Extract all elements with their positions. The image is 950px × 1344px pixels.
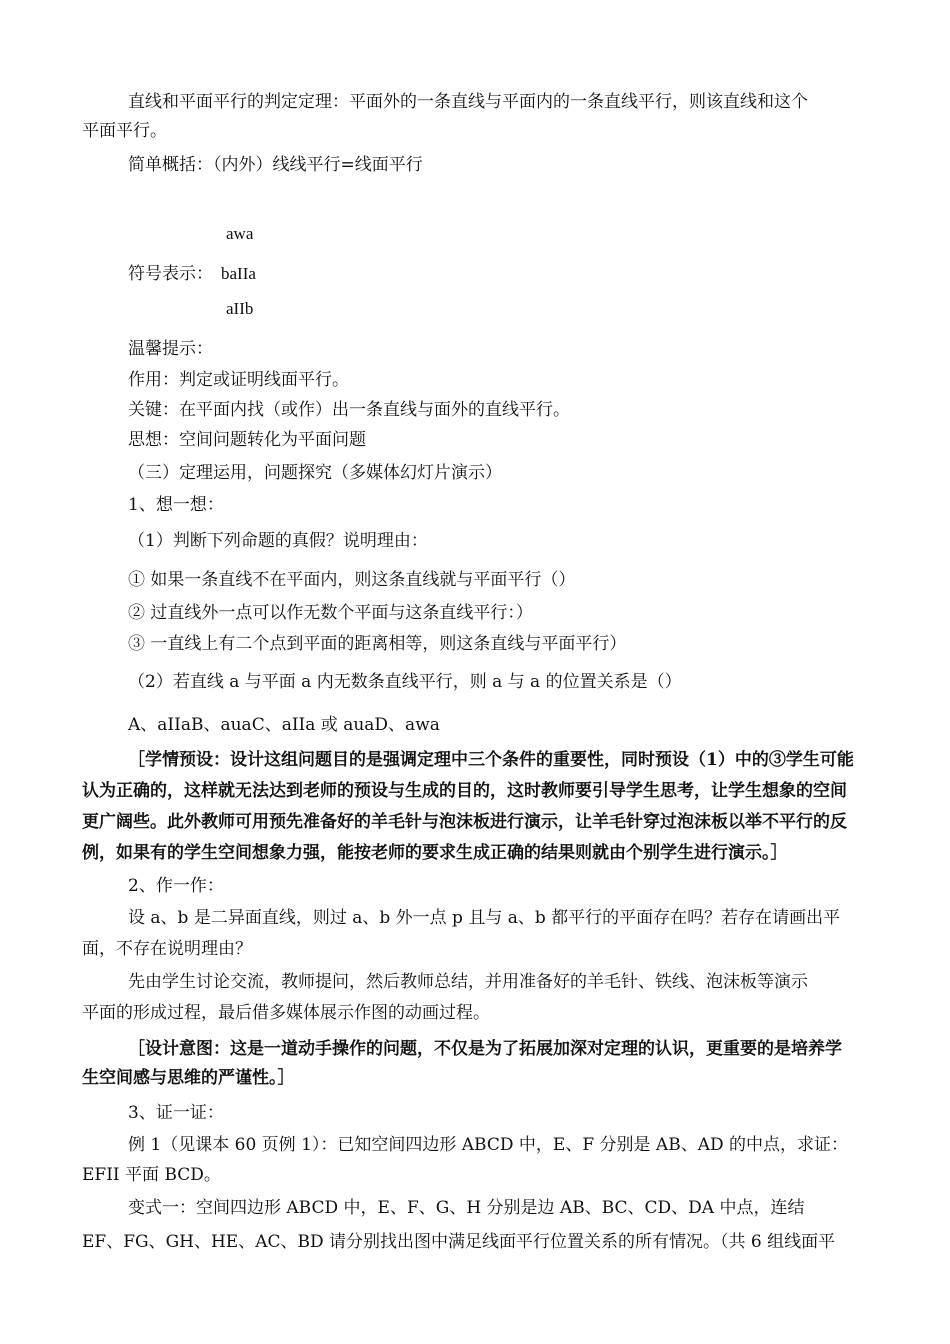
tips-idea: 思想：空间问题转化为平面问题 <box>128 430 366 450</box>
preset-line-2: 认为正确的，这样就无法达到老师的预设与生成的目的，这时教师要引导学生思考，让学生想象的空间 <box>82 781 847 801</box>
think-title: 1、想一想： <box>128 495 224 515</box>
make-title: 2、作一作： <box>128 876 224 896</box>
tips-use: 作用：判定或证明线面平行。 <box>128 370 349 390</box>
tips-title: 温馨提示： <box>128 339 213 359</box>
make-paragraph-2-line-2: 平面的形成过程，最后借多媒体展示作图的动画过程。 <box>82 1003 490 1023</box>
prove-title: 3、证一证： <box>128 1103 224 1123</box>
preset-line-1: ［学情预设：设计这组问题目的是强调定理中三个条件的重要性，同时预设（1）中的③学生可能 <box>128 750 854 770</box>
variant-1-line-2: EF、FG、GH、HE、AC、BD 请分别找出图中满足线面平行位置关系的所有情况。（共 6 组线面平 <box>82 1232 836 1252</box>
think-item-3: ③ 一直线上有二个点到平面的距离相等，则这条直线与平面平行） <box>128 634 627 654</box>
symbol-row-1: awa <box>226 224 254 243</box>
make-paragraph-1-line-2: 面，不存在说明理由？ <box>82 939 252 959</box>
think-question-1: （1）判断下列命题的真假？说明理由： <box>128 531 428 551</box>
make-paragraph-2-line-1: 先由学生讨论交流，教师提问，然后教师总结，并用准备好的羊毛针、铁线、泡沫板等演示 <box>128 972 808 992</box>
think-item-2: ② 过直线外一点可以作无数个平面与这条直线平行：） <box>128 603 533 623</box>
symbol-row-3: aIIb <box>226 299 254 318</box>
symbol-row-2: baIIa <box>221 264 256 283</box>
think-question-2: （2）若直线 a 与平面 a 内无数条直线平行，则 a 与 a 的位置关系是（） <box>128 672 682 692</box>
symbol-label: 符号表示： <box>128 264 213 284</box>
variant-1-line-1: 变式一：空间四边形 ABCD 中，E、F、G、H 分别是边 AB、BC、CD、DA 中点，连结 <box>128 1198 805 1218</box>
make-paragraph-1-line-1: 设 a、b 是二异面直线，则过 a、b 外一点 p 且与 a、b 都平行的平面存在吗？若存在请画出平 <box>128 908 841 928</box>
preset-line-4: 例，如果有的学生空间想象力强，能按老师的要求生成正确的结果则就由个别学生进行演示。］ <box>82 843 788 863</box>
example-1-line-2: EFII 平面 BCD。 <box>82 1165 221 1185</box>
example-1-line-1: 例 1（见课本 60 页例 1）：已知空间四边形 ABCD 中，E、F 分别是 AB、AD 的中点，求证： <box>128 1135 849 1155</box>
summary-line: 简单概括：（内外）线线平行=线面平行 <box>128 155 423 175</box>
think-options: A、aIIaB、auaC、aIIa 或 auaD、awa <box>128 715 440 735</box>
theorem-line-1: 直线和平面平行的判定定理：平面外的一条直线与平面内的一条直线平行，则该直线和这个 <box>128 92 808 112</box>
intent-line-1: ［设计意图：这是一道动手操作的问题，不仅是为了拓展加深对定理的认识，更重要的是培养学 <box>128 1039 842 1059</box>
section-3-heading: （三）定理运用，问题探究（多媒体幻灯片演示） <box>128 463 502 483</box>
intent-line-2: 生空间感与思维的严谨性。］ <box>82 1068 295 1088</box>
tips-key: 关键：在平面内找（或作）出一条直线与面外的直线平行。 <box>128 400 570 420</box>
theorem-line-2: 平面平行。 <box>82 121 167 141</box>
think-item-1: ① 如果一条直线不在平面内，则这条直线就与平面平行（） <box>128 570 576 590</box>
preset-line-3: 更广阔些。此外教师可用预先准备好的羊毛针与泡沫板进行演示，让羊毛针穿过泡沫板以举不平行的反 <box>82 812 847 832</box>
